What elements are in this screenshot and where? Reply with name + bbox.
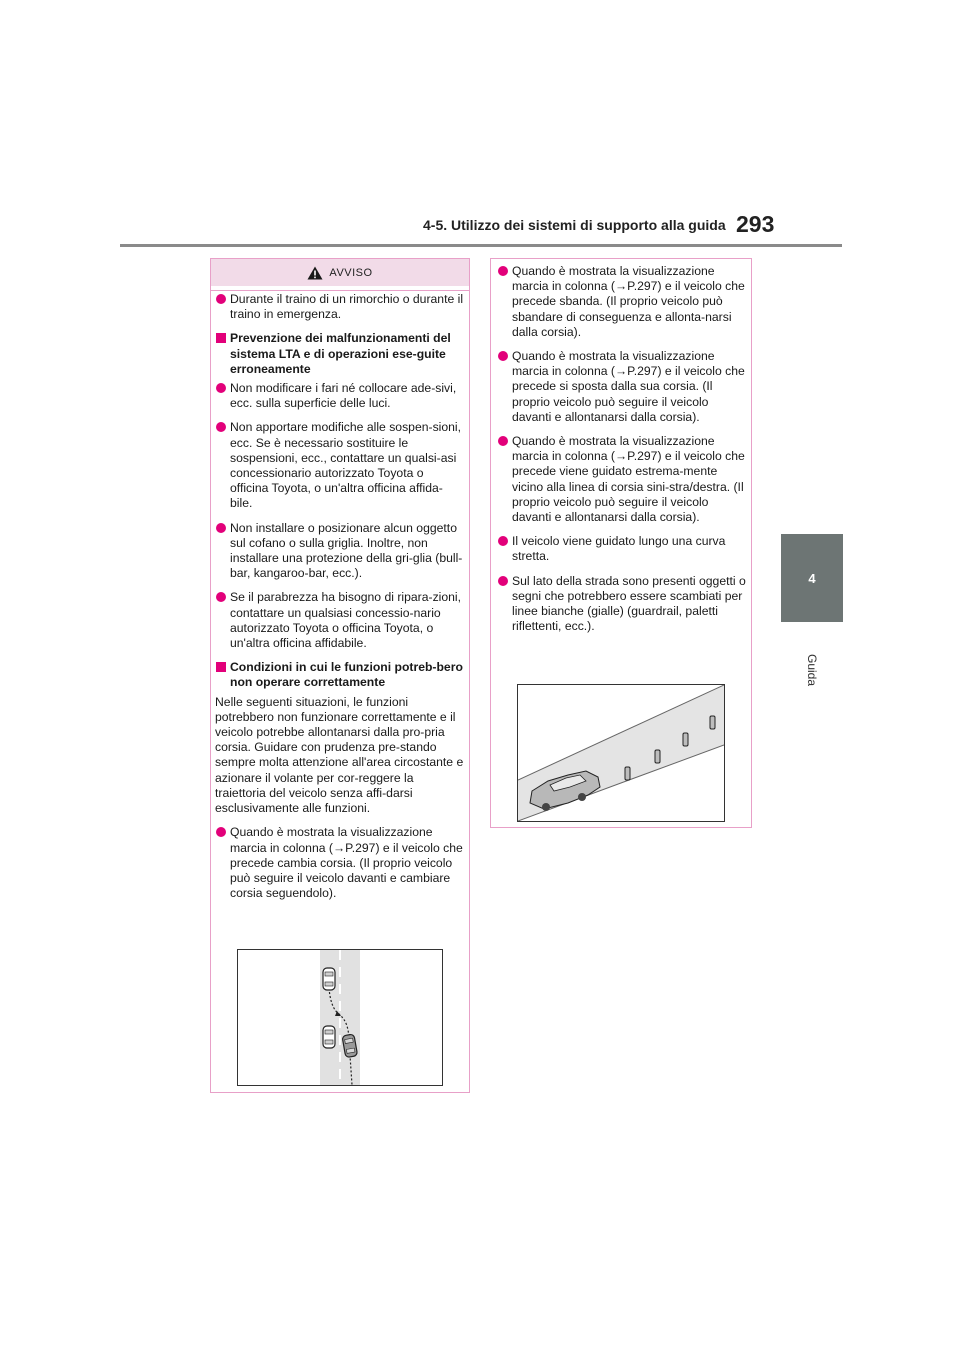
warning-header	[211, 259, 469, 286]
list-item-text: ) e il veicolo che precede sbanda. (Il proprio veicolo può sbandare di conseguenza e allonta-narsi dalla corsia).	[512, 279, 745, 339]
subheading-text: Condizioni in cui le funzioni potreb-bero non operare correttamente	[230, 660, 463, 690]
bullet-icon	[216, 523, 226, 533]
bullet-icon	[216, 383, 226, 393]
bullet-icon	[216, 294, 226, 304]
bullet-icon	[498, 536, 508, 546]
arrow-right-icon: →	[614, 279, 628, 294]
list-item-text: Il veicolo viene guidato lungo una curva stretta.	[512, 534, 726, 564]
roadside-objects-illustration	[517, 684, 725, 822]
chapter-tab: 4	[781, 534, 843, 622]
list-item-text: Quando è mostrata la visualizzazione marcia in colonna (	[512, 434, 715, 464]
body-paragraph: Nelle seguenti situazioni, le funzioni potrebbero non funzionare correttamente e il veicolo potrebbe allontanarsi dalla pro-pria corsia. Guidare con prudenza pre-stando sempre molta attenzione all'area circostante e azionare il volante per cor-reggere la traiettoria del veicolo senza affi-darsi esclusivamente alle funzioni.	[215, 694, 464, 816]
page-reference-link[interactable]: P.297	[627, 364, 658, 379]
list-item-text: Non apportare modifiche alle sospen-sioni, ecc. Se è necessario sostituire le sospensioni, ecc., contattare un qualsi-asi concessionario autorizzato Toyota o officina Toyota, o un'altra officina affida-bile.	[230, 420, 462, 511]
page-number: 293	[736, 211, 775, 237]
list-item	[215, 292, 465, 322]
list-item-text: ) e il veicolo che precede si sposta dalla sua corsia. (Il proprio veicolo può seguire il veicolo davanti e allontanarsi dalla corsia).	[512, 364, 745, 424]
list-item	[497, 574, 747, 635]
list-item-text: Sul lato della strada sono presenti oggetti o segni che potrebbero essere scambiati per linee bianche (gialle) (guardrail, paletti riflettenti, ecc.).	[512, 573, 746, 634]
warning-header-rule	[211, 290, 469, 291]
list-item-text: Non installare o posizionare alcun oggetto sul cofano o sulla griglia. Inoltre, non installare una protezione della gri-glia (bull-bar, kangaroo-bar, ecc.).	[230, 520, 463, 581]
page-reference-link[interactable]: P.297	[627, 449, 658, 464]
header-divider	[120, 244, 842, 247]
bullet-icon	[498, 266, 508, 276]
arrow-right-icon: →	[332, 840, 346, 855]
list-item-text: Quando è mostrata la visualizzazione marcia in colonna (	[230, 825, 433, 855]
subheading	[215, 331, 465, 377]
list-item	[215, 825, 465, 901]
list-item-text: Non modificare i fari né collocare ade-sivi, ecc. sulla superficie delle luci.	[230, 381, 457, 411]
bullet-icon	[216, 827, 226, 837]
list-item	[497, 434, 747, 525]
list-item	[497, 264, 747, 340]
chapter-side-label	[800, 640, 824, 700]
list-item	[497, 534, 747, 564]
lane-change-illustration	[237, 949, 443, 1086]
subheading-text: Prevenzione dei malfunzionamenti del sistema LTA e di operazioni ese-guite erroneamente	[230, 331, 451, 376]
page-reference-link[interactable]: P.297	[345, 840, 376, 855]
warning-triangle-icon	[307, 266, 323, 280]
subheading	[215, 660, 465, 690]
list-item-text: Durante il traino di un rimorchio o durante il traino in emergenza.	[230, 292, 464, 322]
left-column	[215, 292, 465, 910]
list-item	[215, 590, 465, 651]
list-item-text: Quando è mostrata la visualizzazione marcia in colonna (	[512, 349, 715, 379]
bullet-icon	[498, 436, 508, 446]
list-item-text: ) e il veicolo che precede viene guidato estrema-mente vicino alla linea di corsia sini-stra/destra. (Il proprio veicolo può seguire il veicolo davanti e allontanarsi dalla corsia).	[512, 449, 745, 525]
square-bullet-icon	[216, 333, 226, 343]
bullet-icon	[498, 351, 508, 361]
section-title: 4-5. Utilizzo dei sistemi di supporto alla guida	[423, 217, 726, 233]
list-item	[215, 381, 465, 411]
chapter-label: Guida	[805, 653, 819, 687]
list-item	[215, 420, 465, 511]
bullet-icon	[216, 592, 226, 602]
list-item	[215, 521, 465, 582]
arrow-right-icon: →	[614, 449, 628, 464]
bullet-icon	[498, 576, 508, 586]
page-reference-link[interactable]: P.297	[627, 279, 658, 294]
list-item	[497, 349, 747, 425]
bullet-icon	[216, 422, 226, 432]
list-item-text: Quando è mostrata la visualizzazione marcia in colonna (	[512, 264, 715, 294]
right-column	[497, 264, 747, 643]
list-item-text: Se il parabrezza ha bisogno di ripara-zioni, contattare un qualsiasi concessio-nario autorizzato Toyota o officina Toyota, o un'altra officina affidabile.	[230, 590, 462, 651]
list-item-text: ) e il veicolo che precede cambia corsia. (Il proprio veicolo può seguire il veicolo davanti e cambiare corsia seguendolo).	[230, 840, 463, 901]
square-bullet-icon	[216, 662, 226, 672]
warning-label: AVVISO	[329, 266, 373, 279]
arrow-right-icon: →	[614, 364, 628, 379]
